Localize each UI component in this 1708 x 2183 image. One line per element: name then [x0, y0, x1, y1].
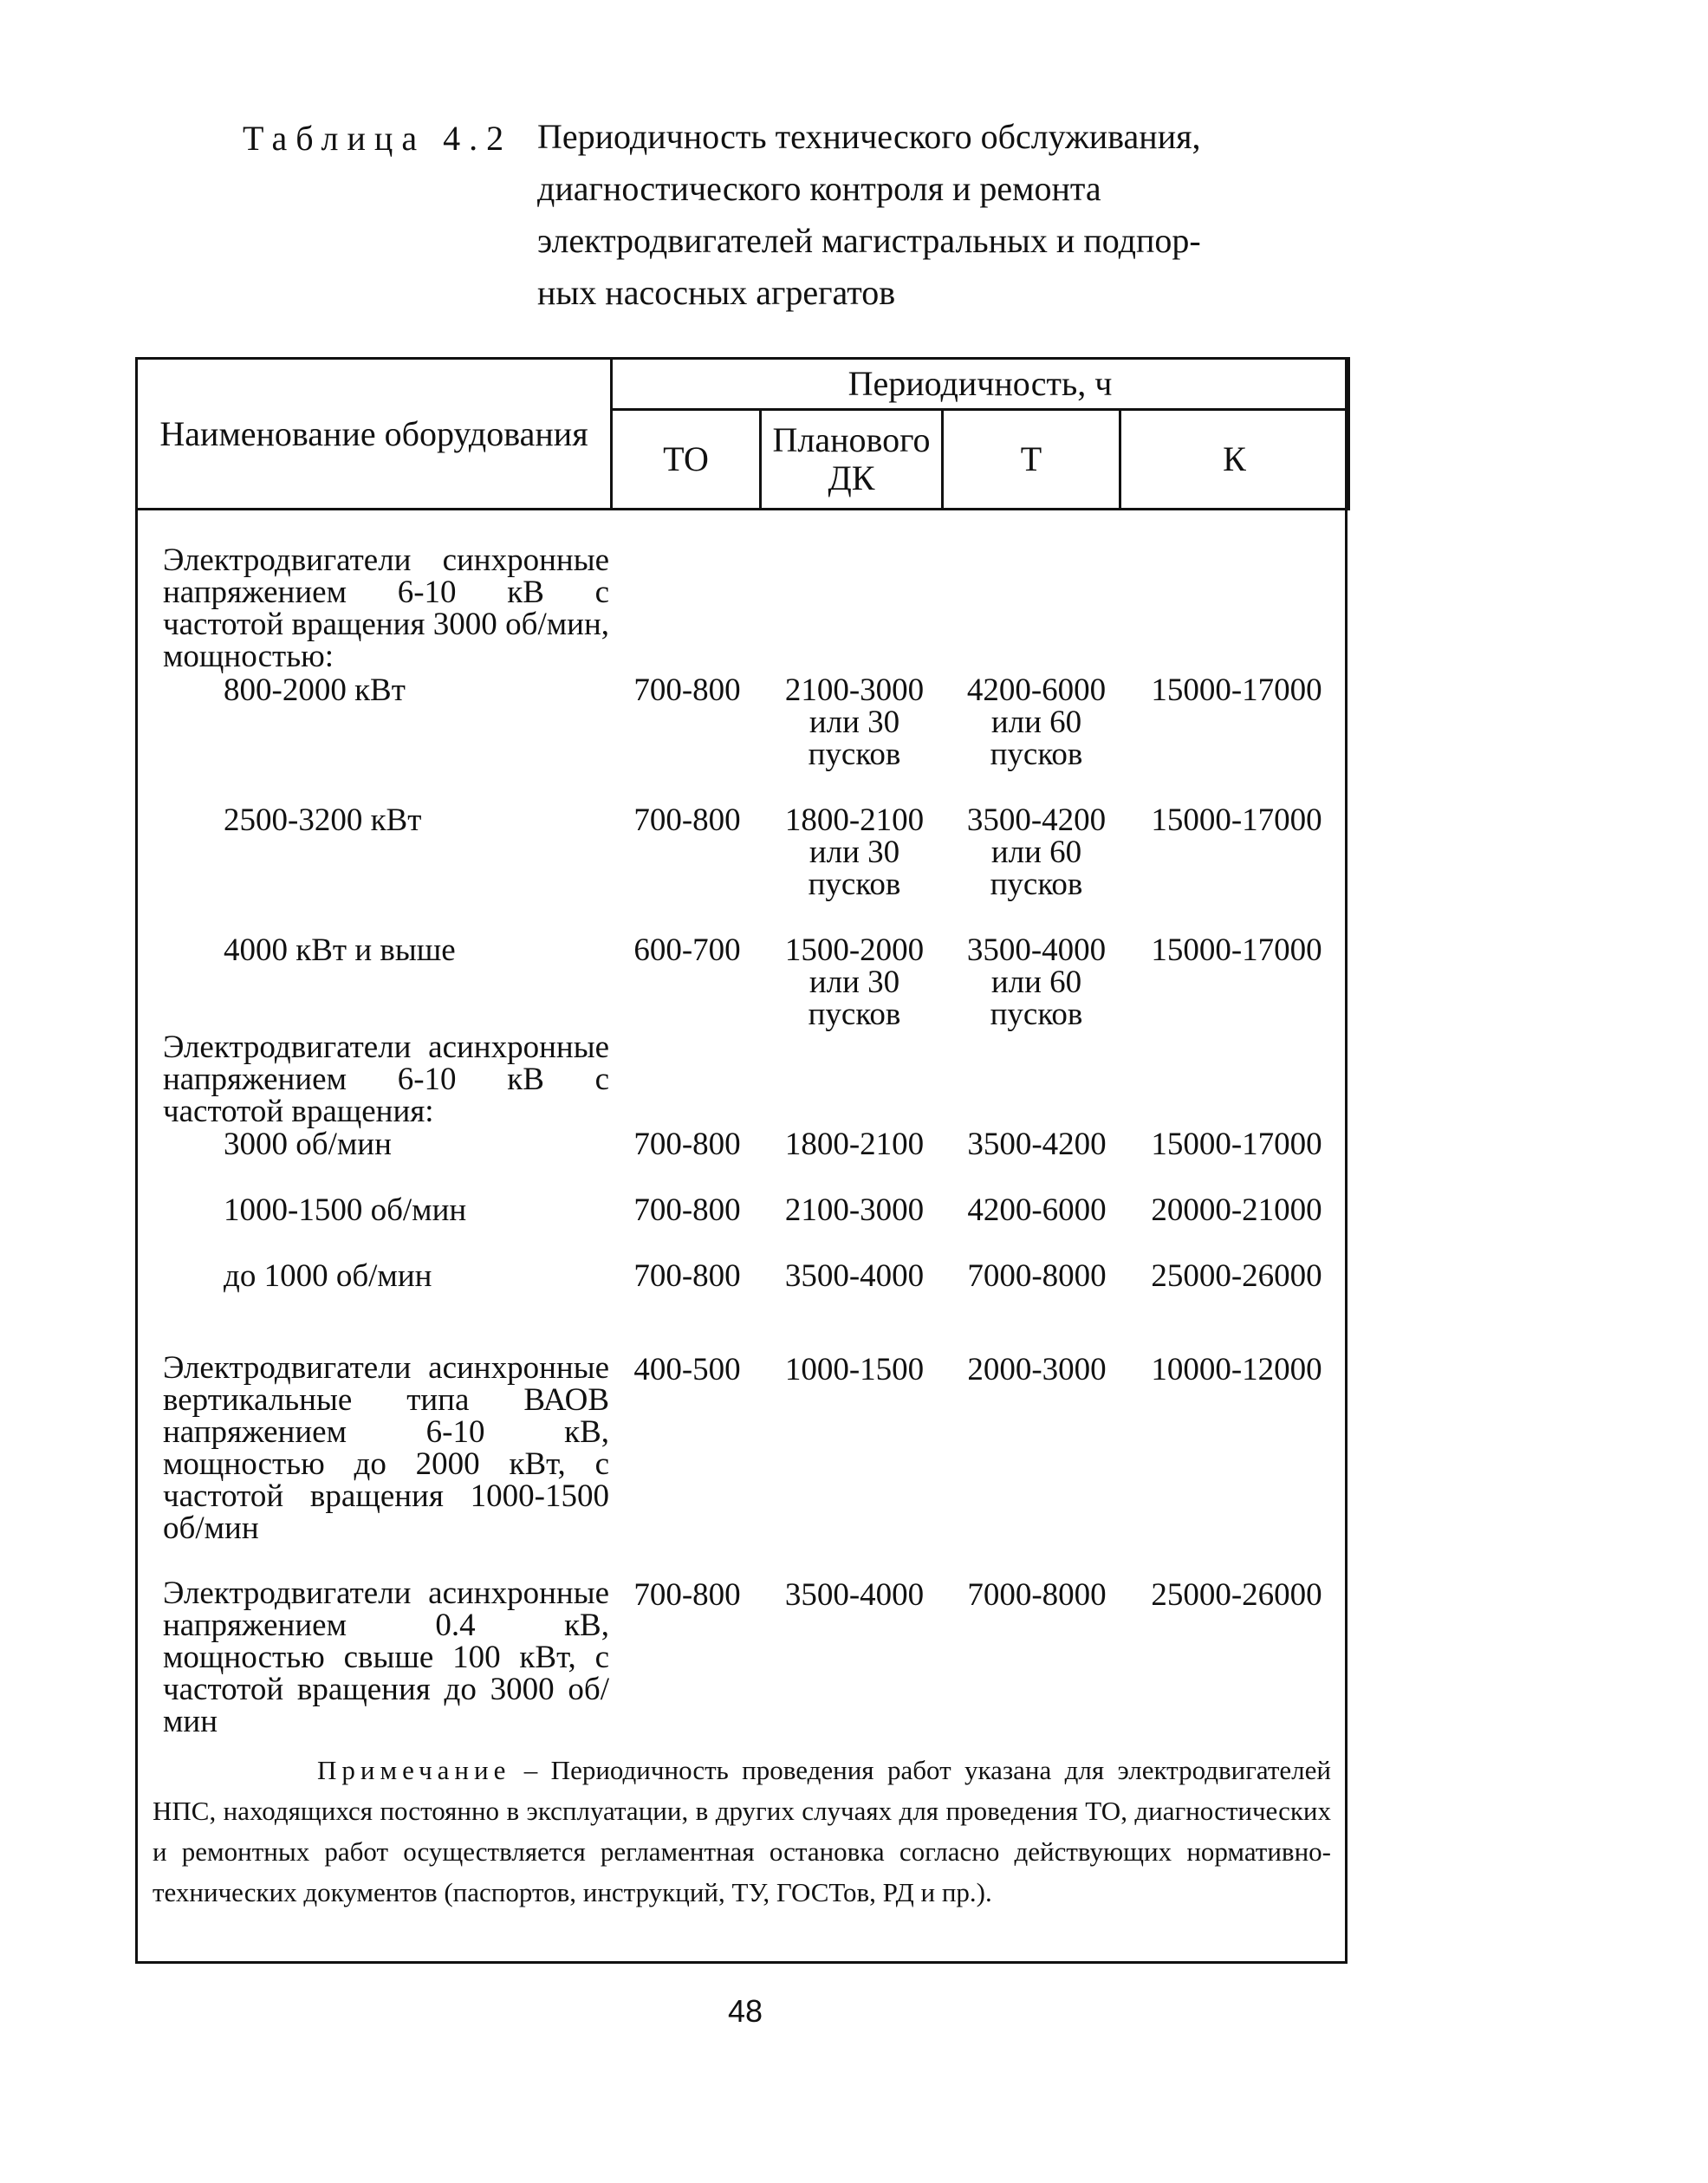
cell-to: 700-800 — [633, 1127, 741, 1162]
cell-to: 700-800 — [633, 672, 741, 708]
cell-k: 25000-26000 — [1151, 1258, 1322, 1294]
cell-dk: 1000-1500 — [784, 1352, 925, 1387]
header-equipment-name: Наименование оборудования — [137, 359, 612, 510]
header-k: К — [1120, 410, 1349, 510]
table-title — [537, 111, 1369, 319]
table-title-line: электродвигателей магистральных и подпор- — [537, 221, 1201, 260]
cell-to: 700-800 — [633, 1577, 741, 1613]
page-number: 48 — [727, 1993, 763, 2029]
cell-to: 700-800 — [633, 802, 741, 838]
cell-dk: 2100-3000 — [784, 1192, 925, 1228]
note-text: – Периодичность проведения работ указана для электродвигателей НПС, находящихся постоянно в эксплуатации, в других случаях для проведения ТО, диагностических и ремонтных работ осуществляется регламентная остановка согласно действующих нормативно-технических документов (паспортов, инструкций, ТУ, ГОСТов, РД и пр.). — [153, 1755, 1331, 1907]
cell-to: 600-700 — [633, 932, 741, 968]
cell-dk: 1500-2000 или 30 пусков — [784, 932, 925, 1032]
cell-t: 3500-4000 или 60 пусков — [966, 932, 1107, 1032]
table-header — [135, 357, 1350, 510]
cell-k: 10000-12000 — [1151, 1352, 1322, 1387]
cell-k: 15000-17000 — [1151, 932, 1322, 968]
header-planned-dk: Планового ДК — [761, 410, 943, 510]
group-name-vaov: Электродвигатели асинхронные вертикальные типа ВАОВ напряжением 6-10 кВ, мощностью до 2000 кВт, с частотой вращения 1000-1500 об/мин — [163, 1350, 609, 1546]
group-name-asynchronous: Электродвигатели асинхронные напряжением 6-10 кВ с частотой вращения: — [163, 1030, 609, 1129]
cell-dk: 1800-2100 или 30 пусков — [784, 802, 925, 902]
cell-t: 4200-6000 или 60 пусков — [966, 672, 1107, 772]
table-title-line: Периодичность технического обслуживания, — [537, 117, 1201, 156]
cell-t: 7000-8000 — [967, 1258, 1107, 1294]
cell-t: 7000-8000 — [967, 1577, 1107, 1613]
cell-to: 700-800 — [633, 1258, 741, 1294]
group-name-synchronous: Электродвигатели синхронные напряжением 6-10 кВ с частотой вращения 3000 об/мин, мощностью: — [163, 543, 609, 674]
row-label: 1000-1500 об/мин — [224, 1192, 467, 1228]
cell-to: 700-800 — [633, 1192, 741, 1228]
cell-dk: 2100-3000 или 30 пусков — [784, 672, 925, 772]
row-label: 4000 кВт и выше — [224, 932, 456, 968]
cell-k: 15000-17000 — [1151, 802, 1322, 838]
cell-k: 20000-21000 — [1151, 1192, 1322, 1228]
cell-t: 3500-4200 — [967, 1127, 1107, 1162]
table-title-line: ных насосных агрегатов — [537, 273, 896, 312]
cell-t: 3500-4200 или 60 пусков — [966, 802, 1107, 902]
row-label: 2500-3200 кВт — [224, 802, 422, 838]
cell-dk: 3500-4000 — [784, 1258, 925, 1294]
cell-to: 400-500 — [633, 1352, 741, 1387]
cell-t: 4200-6000 — [967, 1192, 1107, 1228]
row-label: 800-2000 кВт — [224, 672, 406, 708]
cell-k: 15000-17000 — [1151, 1127, 1322, 1162]
table-title-line: диагностического контроля и ремонта — [537, 169, 1101, 208]
note-label: Примечание — [317, 1755, 511, 1785]
header-to: ТО — [612, 410, 761, 510]
table-note — [153, 1750, 1331, 1913]
row-label: 3000 об/мин — [224, 1127, 392, 1162]
cell-dk: 3500-4000 — [784, 1577, 925, 1613]
group-name-low-voltage: Электродвигатели асинхронные напряжением 0.4 кВ, мощностью свыше 100 кВт, с частотой вращения до 3000 об/мин — [163, 1576, 609, 1739]
header-t: Т — [943, 410, 1120, 510]
table-number: Таблица 4.2 — [243, 119, 513, 158]
cell-k: 15000-17000 — [1151, 672, 1322, 708]
header-periodicity: Периодичность, ч — [612, 359, 1349, 410]
row-label: до 1000 об/мин — [224, 1258, 432, 1294]
cell-dk: 1800-2100 — [784, 1127, 925, 1162]
cell-k: 25000-26000 — [1151, 1577, 1322, 1613]
cell-t: 2000-3000 — [967, 1352, 1107, 1387]
